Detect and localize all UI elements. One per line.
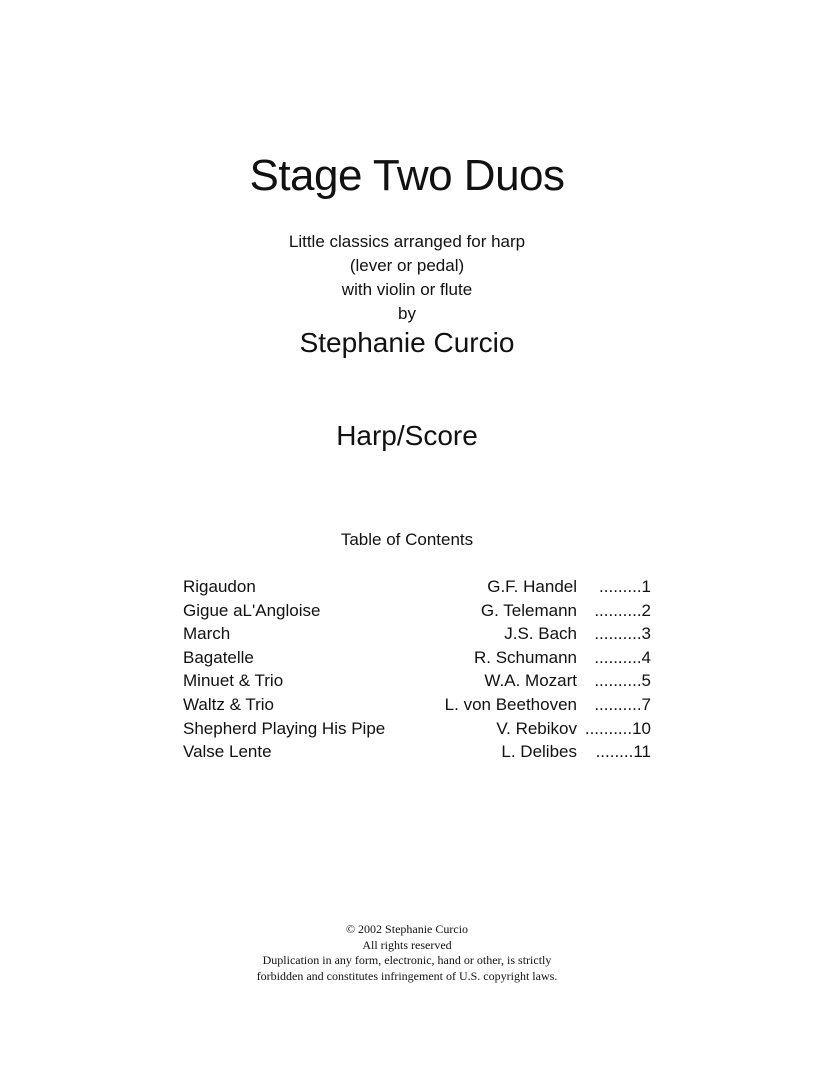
toc-piece-title: Minuet & Trio bbox=[183, 671, 284, 691]
toc-heading: Table of Contents bbox=[340, 530, 474, 549]
toc-piece-title: Shepherd Playing His Pipe bbox=[183, 718, 386, 738]
toc-page-number: .........1 bbox=[599, 577, 651, 596]
copyright-line: Duplication in any form, electronic, hand or other, is strictly bbox=[262, 953, 552, 967]
table-of-contents bbox=[183, 575, 663, 764]
toc-piece-title: Waltz & Trio bbox=[183, 694, 274, 714]
author-name: Stephanie Curcio bbox=[299, 327, 515, 358]
toc-composer: L. von Beethoven bbox=[444, 694, 577, 714]
toc-piece-title: March bbox=[183, 624, 231, 644]
toc-entry bbox=[183, 575, 663, 599]
toc-page-number: ..........10 bbox=[584, 718, 651, 738]
toc-page-number: ..........3 bbox=[594, 624, 651, 644]
subtitle bbox=[0, 230, 814, 326]
toc-composer: L. Delibes bbox=[501, 742, 577, 762]
toc-composer: J.S. Bach bbox=[504, 624, 577, 644]
copyright-line: © 2002 Stephanie Curcio bbox=[345, 922, 469, 936]
toc-entry bbox=[183, 622, 663, 646]
subtitle-line: Little classics arranged for harp bbox=[288, 232, 526, 251]
toc-entry bbox=[183, 646, 663, 670]
edition-label: Harp/Score bbox=[336, 420, 478, 451]
subtitle-line: (lever or pedal) bbox=[349, 256, 465, 275]
page-title: Stage Two Duos bbox=[249, 151, 565, 200]
toc-page-number: ..........2 bbox=[594, 600, 651, 620]
toc-page-number: ..........5 bbox=[594, 671, 651, 691]
copyright-notice bbox=[0, 922, 814, 984]
toc-entry bbox=[183, 669, 663, 693]
copyright-line: forbidden and constitutes infringement of U.S. copyright laws. bbox=[256, 968, 558, 983]
toc-entry bbox=[183, 717, 663, 741]
toc-entry bbox=[183, 599, 663, 623]
copyright-line: All rights reserved bbox=[362, 937, 452, 952]
toc-piece-title: Gigue aL'Angloise bbox=[183, 600, 321, 620]
toc-entry bbox=[183, 740, 663, 764]
subtitle-line: with violin or flute bbox=[341, 280, 473, 299]
toc-composer: G. Telemann bbox=[480, 600, 577, 620]
toc-entry bbox=[183, 693, 663, 717]
toc-composer: W.A. Mozart bbox=[484, 671, 577, 691]
toc-page-number: ........11 bbox=[595, 742, 651, 762]
toc-piece-title: Bagatelle bbox=[183, 647, 254, 667]
toc-page-number: ..........7 bbox=[594, 694, 651, 714]
toc-composer: V. Rebikov bbox=[496, 718, 577, 738]
toc-page-number: ..........4 bbox=[594, 647, 651, 667]
toc-piece-title: Rigaudon bbox=[183, 577, 256, 596]
subtitle-line: by bbox=[398, 304, 416, 323]
toc-composer: G.F. Handel bbox=[487, 577, 577, 596]
toc-composer: R. Schumann bbox=[474, 647, 577, 667]
toc-piece-title: Valse Lente bbox=[183, 742, 272, 762]
